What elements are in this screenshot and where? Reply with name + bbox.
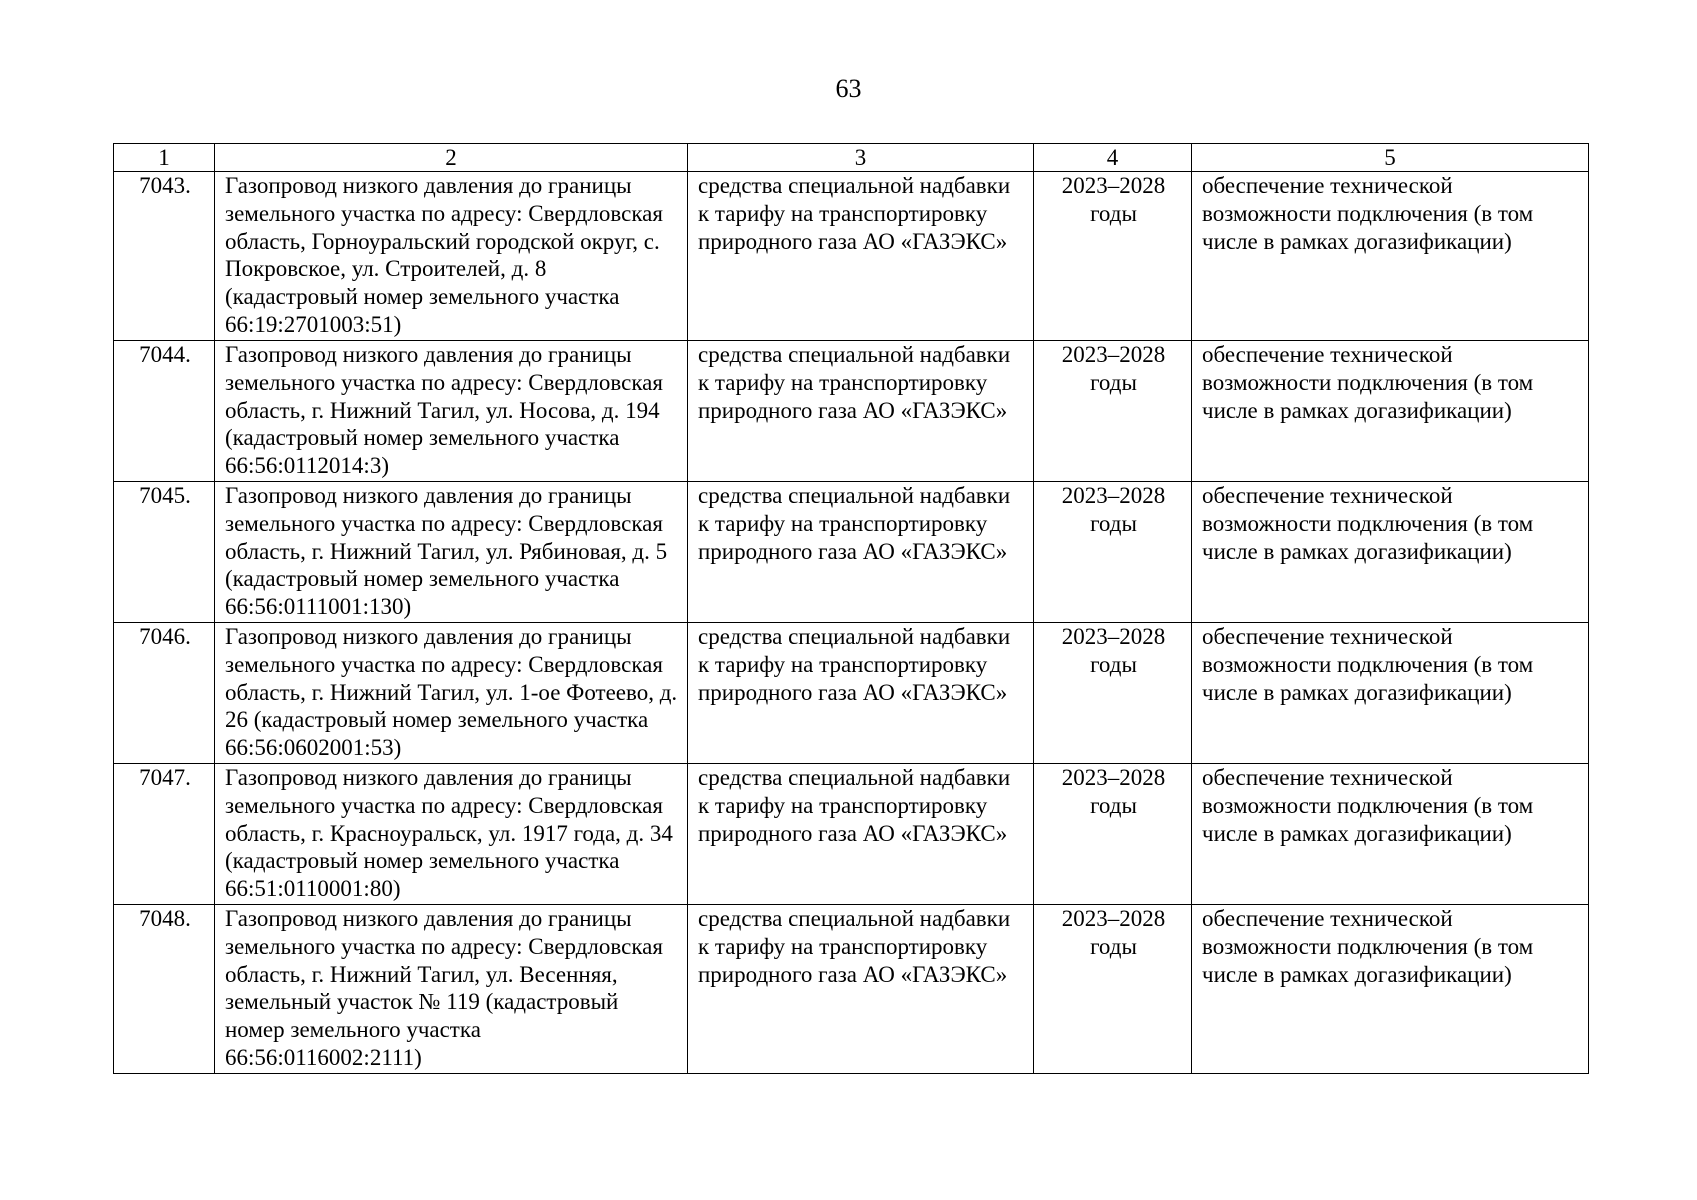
row-number: 7048. [114,905,215,1074]
funding-source: средства специальной надбавки к тарифу на транспортировку природного газа АО «ГАЗЭКС» [688,482,1034,623]
funding-source: средства специальной надбавки к тарифу на транспортировку природного газа АО «ГАЗЭКС» [688,905,1034,1074]
purpose: обеспечение технической возможности подключения (в том числе в рамках догазификации) [1192,764,1589,905]
funding-source: средства специальной надбавки к тарифу на транспортировку природного газа АО «ГАЗЭКС» [688,623,1034,764]
registry-table [113,143,1589,1074]
row-number: 7045. [114,482,215,623]
object-description: Газопровод низкого давления до границы земельного участка по адресу: Свердловская область, г. Нижний Тагил, ул. Носова, д. 194 (кадастровый номер земельного участка 66:56:0112014:3) [215,341,688,482]
purpose: обеспечение технической возможности подключения (в том числе в рамках догазификации) [1192,482,1589,623]
object-description: Газопровод низкого давления до границы земельного участка по адресу: Свердловская область, г. Нижний Тагил, ул. 1-ое Фотеево, д. 26 (кадастровый номер земельного участка 66:56:0602001:53) [215,623,688,764]
row-number: 7043. [114,172,215,341]
column-header-1: 1 [114,144,215,172]
column-header-3: 3 [688,144,1034,172]
table-row [114,172,1589,341]
object-description: Газопровод низкого давления до границы земельного участка по адресу: Свердловская область, Горноуральский городской округ, с. Покровское, ул. Строителей, д. 8 (кадастровый номер земельного участка 66:19:2701003:51) [215,172,688,341]
implementation-period: 2023–2028 годы [1034,172,1192,341]
funding-source: средства специальной надбавки к тарифу на транспортировку природного газа АО «ГАЗЭКС» [688,172,1034,341]
purpose: обеспечение технической возможности подключения (в том числе в рамках догазификации) [1192,341,1589,482]
table-row [114,905,1589,1074]
table-row [114,623,1589,764]
implementation-period: 2023–2028 годы [1034,482,1192,623]
table-row [114,764,1589,905]
implementation-period: 2023–2028 годы [1034,905,1192,1074]
table-row [114,341,1589,482]
implementation-period: 2023–2028 годы [1034,764,1192,905]
column-header-4: 4 [1034,144,1192,172]
column-header-2: 2 [215,144,688,172]
funding-source: средства специальной надбавки к тарифу на транспортировку природного газа АО «ГАЗЭКС» [688,341,1034,482]
object-description: Газопровод низкого давления до границы земельного участка по адресу: Свердловская область, г. Нижний Тагил, ул. Рябиновая, д. 5 (кадастровый номер земельного участка 66:56:0111001:130) [215,482,688,623]
funding-source: средства специальной надбавки к тарифу на транспортировку природного газа АО «ГАЗЭКС» [688,764,1034,905]
implementation-period: 2023–2028 годы [1034,341,1192,482]
implementation-period: 2023–2028 годы [1034,623,1192,764]
table-row [114,482,1589,623]
row-number: 7047. [114,764,215,905]
row-number: 7046. [114,623,215,764]
object-description: Газопровод низкого давления до границы земельного участка по адресу: Свердловская область, г. Нижний Тагил, ул. Весенняя, земельный участок № 119 (кадастровый номер земельного участка 66:56:0116002:2111) [215,905,688,1074]
table-header-row [114,144,1589,172]
purpose: обеспечение технической возможности подключения (в том числе в рамках догазификации) [1192,172,1589,341]
column-header-5: 5 [1192,144,1589,172]
purpose: обеспечение технической возможности подключения (в том числе в рамках догазификации) [1192,623,1589,764]
purpose: обеспечение технической возможности подключения (в том числе в рамках догазификации) [1192,905,1589,1074]
row-number: 7044. [114,341,215,482]
page-number: 63 [835,74,862,103]
object-description: Газопровод низкого давления до границы земельного участка по адресу: Свердловская область, г. Красноуральск, ул. 1917 года, д. 34 (кадастровый номер земельного участка 66:51:0110001:80) [215,764,688,905]
